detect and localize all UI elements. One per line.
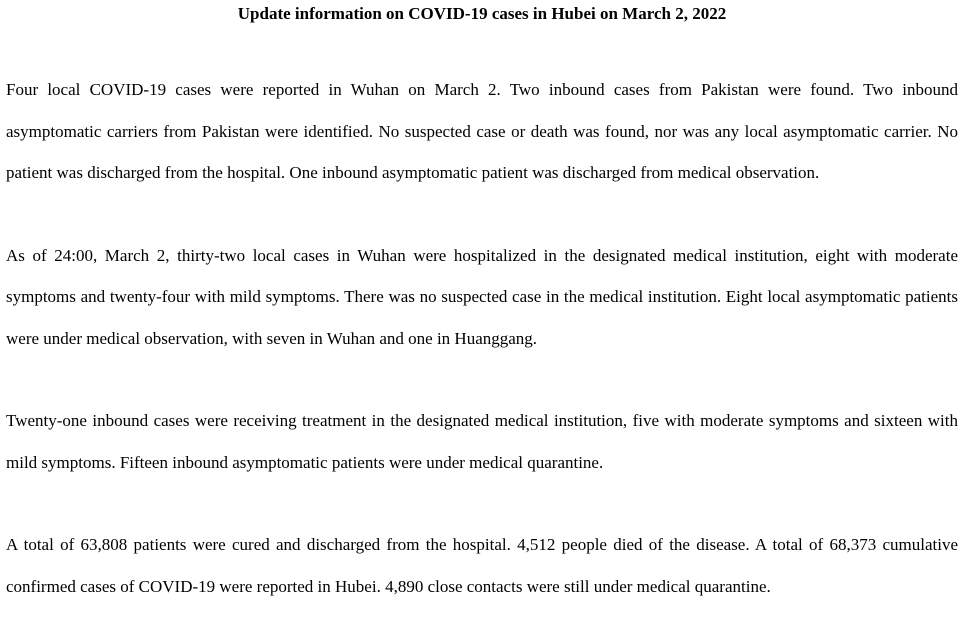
- paragraph-hospitalized-local-cases: As of 24:00, March 2, thirty-two local cases in Wuhan were hospitalized in the designated medical institution, eight with moderate symptoms and twenty-four with mild symptoms. There was no suspected case in the medical institution. Eight local asymptomatic patients were under medical observation, with seven in Wuhan and one in Huanggang.: [6, 245, 958, 348]
- document-title: Update information on COVID-19 cases in Hubei on March 2, 2022: [237, 4, 727, 23]
- paragraph-inbound-cases: Twenty-one inbound cases were receiving treatment in the designated medical institution, five with moderate symptoms and sixteen with mild symptoms. Fifteen inbound asymptomatic patients were under medical quarantine.: [6, 411, 958, 472]
- paragraph-daily-new-cases: Four local COVID-19 cases were reported in Wuhan on March 2. Two inbound cases from Pakistan were found. Two inbound asymptomatic carriers from Pakistan were identified. No suspected case or death was found, nor was any local asymptomatic carrier. No patient was discharged from the hospital. One inbound asymptomatic patient was discharged from medical observation.: [6, 80, 958, 182]
- paragraph-cumulative-totals: A total of 63,808 patients were cured and discharged from the hospital. 4,512 people died of the disease. A total of 68,373 cumulative confirmed cases of COVID-19 were reported in Hubei. 4,890 close contacts were still under medical quarantine.: [6, 535, 958, 596]
